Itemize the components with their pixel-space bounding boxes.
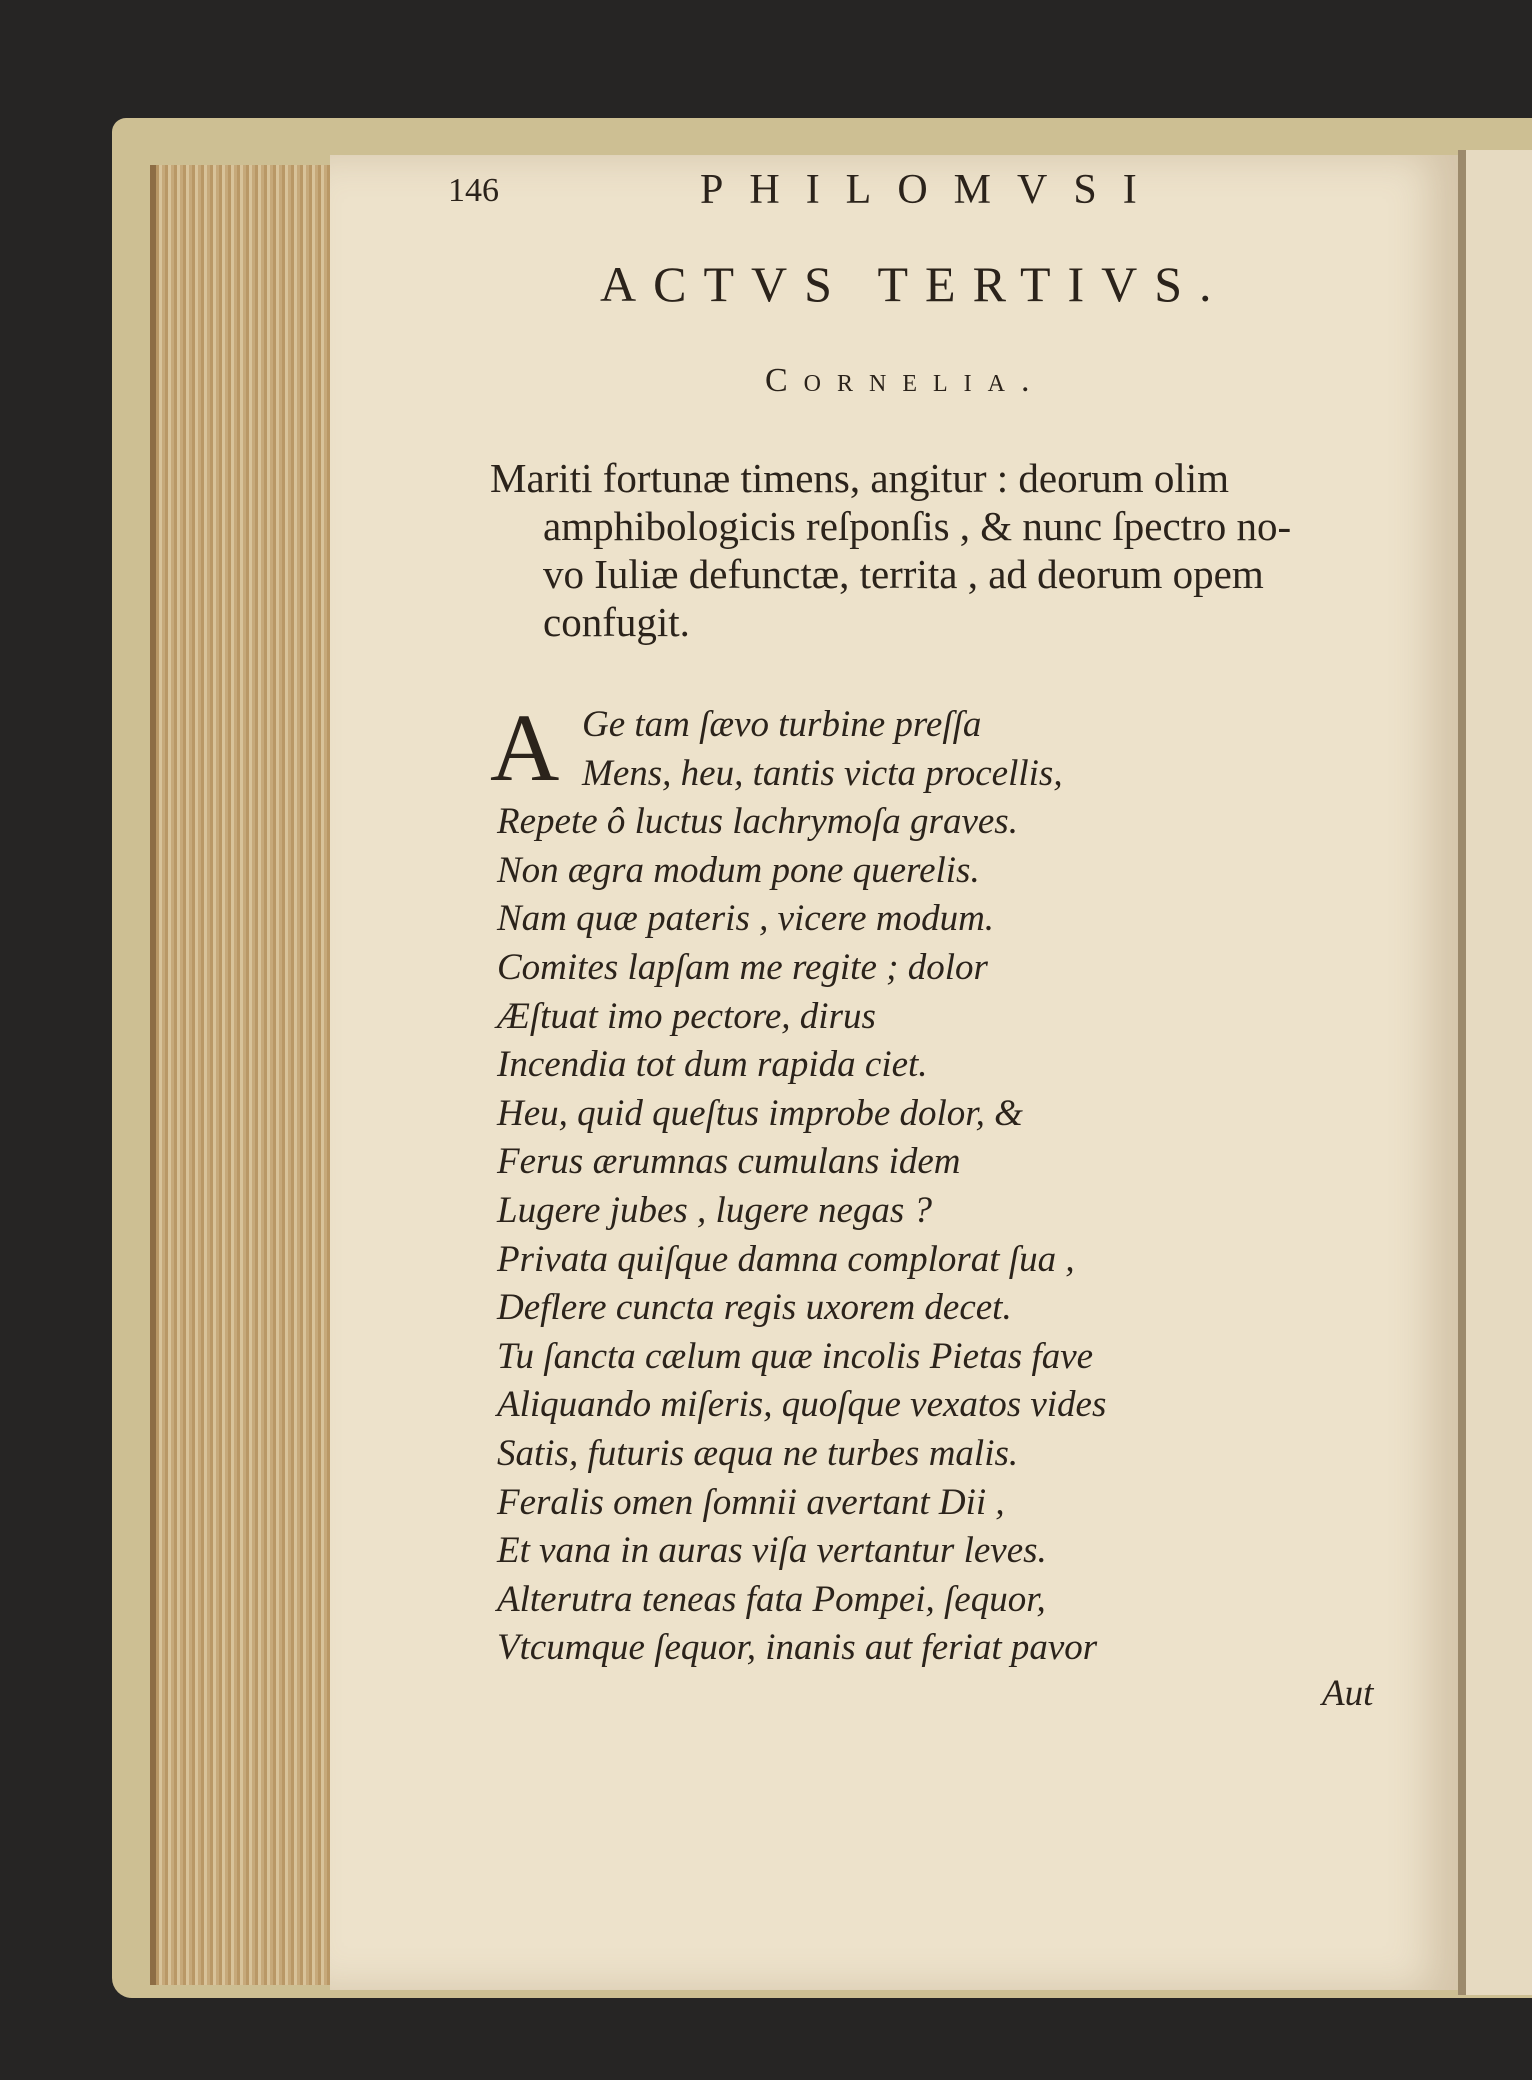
verse-line: Lugere jubes , lugere negas ? bbox=[497, 1190, 933, 1231]
verse-line: Et vana in auras viſa vertantur leves. bbox=[497, 1530, 1047, 1572]
page-number: 146 bbox=[448, 172, 499, 209]
argument-line: amphibologicis reſponſis , & nunc ſpectro no- bbox=[543, 503, 1292, 549]
gutter bbox=[1458, 150, 1466, 1995]
drop-cap: A bbox=[490, 694, 560, 801]
speaker-name: Cornelia. bbox=[765, 362, 1046, 399]
verse-line: Æſtuat imo pectore, dirus bbox=[497, 995, 876, 1037]
act-title: ACTVS TERTIVS. bbox=[600, 256, 1229, 312]
verse-line: Vtcumque ſequor, inanis aut feriat pavor bbox=[497, 1627, 1098, 1669]
verse-line: Incendia tot dum rapida ciet. bbox=[497, 1044, 928, 1086]
running-title: PHILOMVSI bbox=[700, 167, 1163, 213]
verse-line: Repete ô luctus lachrymoſa graves. bbox=[497, 801, 1018, 843]
argument-line: vo Iuliæ defunctæ, territa , ad deorum opem bbox=[543, 551, 1264, 597]
argument-line: confugit. bbox=[543, 599, 690, 645]
verse-line: Heu, quid queſtus improbe dolor, & bbox=[497, 1092, 1023, 1134]
verse-line: Satis, futuris æqua ne turbes malis. bbox=[497, 1433, 1019, 1474]
argument-line: Mariti fortunæ timens, angitur : deorum olim bbox=[490, 455, 1230, 501]
facing-page-edge bbox=[1466, 150, 1532, 1995]
verse-line: Privata quiſque damna complorat ſua , bbox=[497, 1238, 1075, 1280]
page-fore-edge bbox=[150, 165, 341, 1985]
verse-line: Deflere cuncta regis uxorem decet. bbox=[497, 1287, 1012, 1329]
catchword: Aut bbox=[1322, 1673, 1374, 1714]
verse-line: Aliquando miſeris, quoſque vexatos vides bbox=[497, 1384, 1107, 1426]
verse-line: Mens, heu, tantis victa procellis, bbox=[582, 752, 1063, 794]
verse-line: Comites lapſam me regite ; dolor bbox=[497, 947, 988, 988]
verse-line: Nam quæ pateris , vicere modum. bbox=[497, 898, 995, 940]
verse-line: Tu ſancta cælum quæ incolis Pietas fave bbox=[497, 1335, 1094, 1377]
verse-line: Ge tam ſævo turbine preſſa bbox=[582, 704, 982, 745]
verse-line: Ferus ærumnas cumulans idem bbox=[497, 1141, 961, 1183]
verse-line: Alterutra teneas fata Pompei, ſequor, bbox=[497, 1578, 1046, 1620]
verse-line: Feralis omen ſomnii avertant Dii , bbox=[497, 1481, 1005, 1523]
verse-line: Non ægra modum pone querelis. bbox=[497, 849, 980, 891]
